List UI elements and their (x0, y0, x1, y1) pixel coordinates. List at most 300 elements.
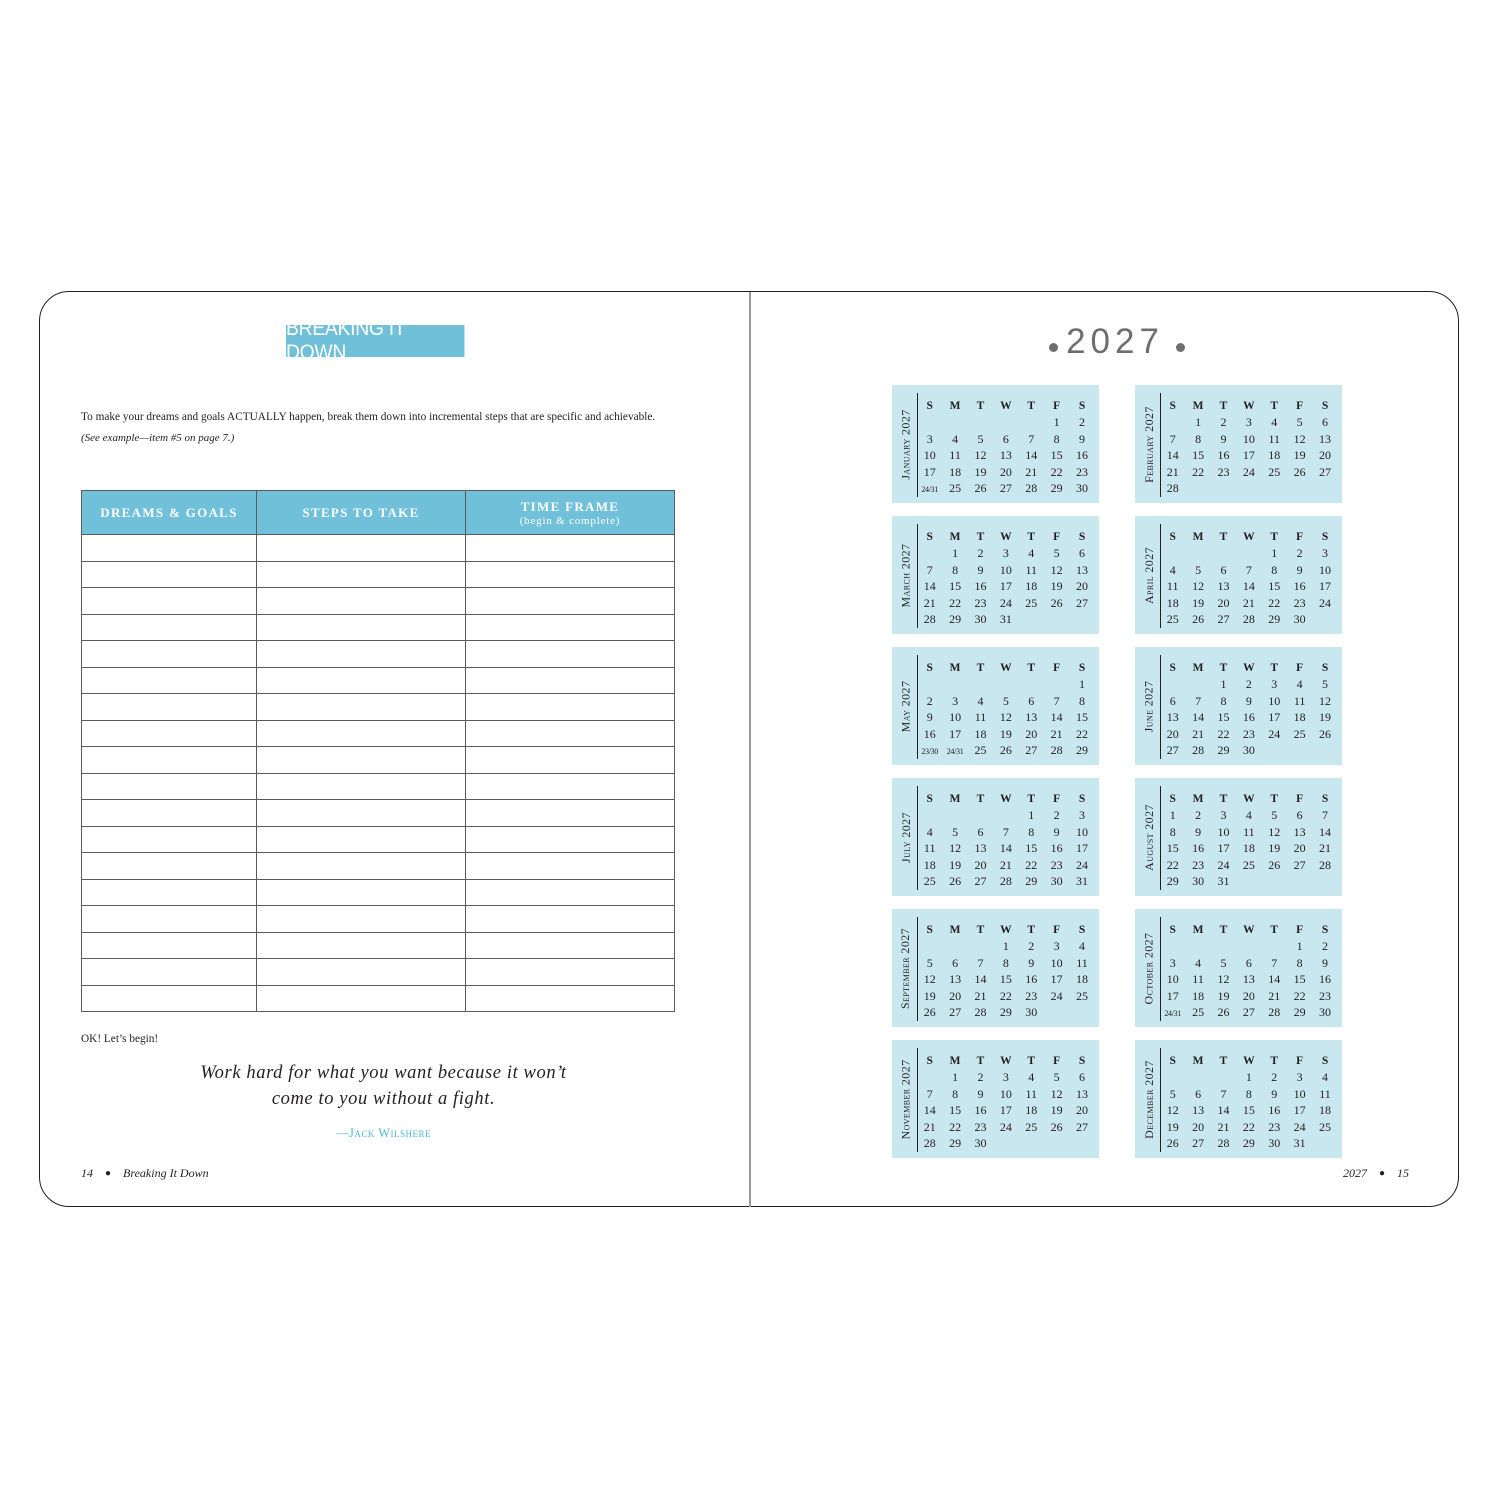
weekday-label: W (1243, 924, 1255, 936)
day-cell: 10 (1217, 824, 1230, 839)
table-cell[interactable] (82, 588, 257, 615)
table-cell[interactable] (257, 561, 466, 588)
day-cell: 16 (1025, 972, 1038, 987)
week-row (917, 676, 1095, 692)
month-name: January (898, 437, 913, 480)
week-row (917, 726, 1095, 742)
left-folio (81, 1166, 209, 1181)
day-cell: 3 (926, 431, 933, 446)
weekday-label: T (1027, 793, 1036, 805)
day-cell: 27 (1076, 1119, 1089, 1134)
weekday-label: S (926, 662, 933, 674)
table-cell[interactable] (257, 985, 466, 1012)
table-row (82, 720, 675, 747)
day-cell: 17 (1293, 1103, 1306, 1118)
day-cell: 4 (1296, 677, 1303, 692)
day-cell (1185, 480, 1210, 496)
day-cell: 8 (1002, 955, 1009, 970)
day-cell: 24 (999, 1119, 1012, 1134)
day-cell: 24 (1319, 595, 1332, 610)
table-cell[interactable] (82, 641, 257, 668)
day-cell: 23 (974, 595, 987, 610)
day-cell: 17 (1217, 841, 1230, 856)
day-cell: 28 (999, 873, 1012, 888)
day-cell: 21 (1025, 464, 1038, 479)
day-cell (1312, 873, 1337, 889)
day-cell: 8 (952, 562, 959, 577)
day-cell (942, 938, 967, 954)
day-cell: 27 (1319, 464, 1332, 479)
weekday-label: M (1192, 1055, 1204, 1067)
table-cell[interactable] (82, 906, 257, 933)
day-cell: 27 (1242, 1004, 1255, 1019)
day-cell: 12 (1192, 579, 1205, 594)
table-cell[interactable] (257, 720, 466, 747)
table-cell[interactable] (257, 826, 466, 853)
week-row (1160, 1119, 1338, 1135)
table-cell[interactable] (257, 588, 466, 615)
day-cell: 7 (1028, 431, 1035, 446)
day-cell (1185, 676, 1210, 692)
day-cell: 15 (1076, 710, 1089, 725)
week-row (917, 1135, 1095, 1151)
table-cell[interactable] (257, 853, 466, 880)
day-cell: 21 (1242, 595, 1255, 610)
week-row (917, 1102, 1095, 1118)
right-folio-title: 2027 (1343, 1166, 1367, 1180)
table-cell[interactable] (257, 694, 466, 721)
weekday-label: M (1192, 400, 1204, 412)
day-cell: 26 (974, 480, 987, 495)
table-cell[interactable] (466, 932, 675, 959)
table-cell[interactable] (257, 906, 466, 933)
day-cell: 26 (1050, 595, 1063, 610)
weekday-label: M (1192, 662, 1204, 674)
day-cell: 3 (1296, 1070, 1303, 1085)
day-cell: 18 (1076, 972, 1089, 987)
table-cell[interactable] (257, 535, 466, 562)
day-cell: 25 (1293, 726, 1306, 741)
day-cell: 29 (999, 1004, 1012, 1019)
table-cell[interactable] (466, 985, 675, 1012)
day-cell: 20 (1242, 988, 1255, 1003)
day-cell: 30 (974, 1135, 987, 1150)
table-cell[interactable] (466, 641, 675, 668)
day-cell: 12 (949, 841, 962, 856)
table-cell[interactable] (466, 773, 675, 800)
day-cell (1160, 676, 1185, 692)
day-cell (993, 807, 1018, 823)
day-grid (1160, 398, 1338, 496)
table-cell[interactable] (466, 959, 675, 986)
day-cell: 21 (1192, 726, 1205, 741)
day-cell: 24 (1242, 464, 1255, 479)
day-cell: 7 (1002, 824, 1009, 839)
month-label (1138, 389, 1160, 499)
day-cell (1069, 1004, 1094, 1020)
table-cell[interactable] (82, 853, 257, 880)
closing-text: OK! Let’s begin! (81, 1033, 159, 1045)
day-cell: 29 (1050, 480, 1063, 495)
day-cell: 30 (1025, 1004, 1038, 1019)
day-cell: 9 (977, 562, 984, 577)
day-cell: 27 (1192, 1135, 1205, 1150)
day-cell: 13 (1242, 972, 1255, 987)
day-cell: 20 (1319, 448, 1332, 463)
day-cell: 14 (1217, 1103, 1230, 1118)
table-cell[interactable] (466, 879, 675, 906)
table-cell[interactable] (466, 800, 675, 827)
table-cell[interactable] (82, 800, 257, 827)
table-row (82, 853, 675, 880)
day-cell: 24 (1217, 857, 1230, 872)
day-cell (1019, 611, 1044, 627)
day-cell: 26 (1319, 726, 1332, 741)
table-cell[interactable] (82, 667, 257, 694)
day-cell: 5 (1169, 1086, 1176, 1101)
day-cell (942, 414, 967, 430)
day-cell: 22 (1217, 726, 1230, 741)
table-cell[interactable] (466, 747, 675, 774)
table-cell[interactable] (257, 959, 466, 986)
day-cell: 8 (1245, 1086, 1252, 1101)
day-cell: 6 (1322, 415, 1329, 430)
day-cell: 22 (1050, 464, 1063, 479)
day-cell (1160, 938, 1185, 954)
day-cell: 17 (923, 464, 936, 479)
day-cell: 19 (1166, 1119, 1179, 1134)
day-cell (1185, 1069, 1210, 1085)
table-cell[interactable] (82, 879, 257, 906)
day-cell: 20 (1192, 1119, 1205, 1134)
day-cell: 1 (952, 1070, 959, 1085)
table-cell[interactable] (82, 747, 257, 774)
table-cell[interactable] (82, 932, 257, 959)
month-label (1138, 520, 1160, 630)
day-cell: 23 (1076, 464, 1089, 479)
day-cell: 16 (1076, 448, 1089, 463)
month-name: February (1141, 434, 1156, 483)
day-cell (968, 414, 993, 430)
day-cell: 2 (977, 546, 984, 561)
day-cell (1160, 1069, 1185, 1085)
day-cell: 14 (1192, 710, 1205, 725)
weekday-label: S (1321, 793, 1329, 805)
day-cell (1312, 742, 1337, 758)
table-cell[interactable] (82, 561, 257, 588)
weekday-header (917, 791, 1095, 807)
day-cell: 15 (1242, 1103, 1255, 1118)
week-row (917, 431, 1095, 447)
day-cell: 18 (949, 464, 962, 479)
day-cell: 9 (1271, 1086, 1278, 1101)
table-cell[interactable] (257, 614, 466, 641)
weekday-label: T (1219, 924, 1228, 936)
month-year: 2027 (1141, 932, 1156, 962)
day-cell: 12 (1319, 693, 1332, 708)
week-row (917, 988, 1095, 1004)
day-cell: 2 (1296, 546, 1303, 561)
table-cell[interactable] (257, 747, 466, 774)
day-cell: 25 (923, 873, 936, 888)
day-cell: 28 (1192, 742, 1205, 757)
weekday-label: M (949, 793, 961, 805)
left-folio-title: Breaking It Down (123, 1166, 209, 1180)
day-cell: 14 (974, 972, 987, 987)
week-row (917, 1119, 1095, 1135)
table-cell[interactable] (466, 853, 675, 880)
day-cell: 20 (1076, 579, 1089, 594)
day-cell (917, 480, 942, 496)
day-cell: 13 (1076, 1086, 1089, 1101)
day-cell: 13 (1192, 1103, 1205, 1118)
week-row (1160, 840, 1338, 856)
table-cell[interactable] (82, 826, 257, 853)
table-cell[interactable] (82, 614, 257, 641)
split-day: 24/31 (921, 484, 939, 494)
day-cell: 11 (923, 841, 936, 856)
weekday-label: W (1243, 400, 1255, 412)
table-cell[interactable] (466, 826, 675, 853)
day-cell: 5 (1195, 562, 1202, 577)
weekday-label: F (1053, 400, 1061, 412)
day-cell (1287, 873, 1312, 889)
month-name: August (1141, 832, 1156, 871)
day-cell: 22 (1293, 988, 1306, 1003)
day-cell: 10 (1050, 955, 1063, 970)
day-grid (1160, 791, 1338, 889)
week-row (1160, 1135, 1338, 1151)
day-cell: 25 (1166, 611, 1179, 626)
weekday-label: W (1243, 1055, 1255, 1067)
table-row (82, 641, 675, 668)
table-cell[interactable] (257, 932, 466, 959)
table-cell[interactable] (466, 614, 675, 641)
day-cell: 10 (923, 448, 936, 463)
weekday-label: W (1243, 531, 1255, 543)
day-cell: 12 (1050, 562, 1063, 577)
day-cell: 6 (1245, 955, 1252, 970)
day-cell: 5 (1002, 693, 1009, 708)
day-cell: 19 (1050, 1103, 1063, 1118)
goals-table-body (82, 535, 675, 1012)
day-cell: 13 (999, 448, 1012, 463)
week-row (917, 595, 1095, 611)
day-cell: 6 (1169, 693, 1176, 708)
day-cell: 19 (1050, 579, 1063, 594)
weekday-label: T (1270, 531, 1279, 543)
day-cell: 17 (1268, 710, 1281, 725)
week-row (1160, 578, 1338, 594)
weekday-header (917, 660, 1095, 676)
day-cell: 11 (1268, 431, 1281, 446)
weekday-label: T (1027, 400, 1036, 412)
day-grid (917, 398, 1095, 496)
day-cell: 17 (1076, 841, 1089, 856)
day-cell (968, 807, 993, 823)
table-cell[interactable] (257, 879, 466, 906)
table-cell[interactable] (82, 694, 257, 721)
table-cell[interactable] (257, 667, 466, 694)
table-cell[interactable] (466, 535, 675, 562)
table-cell[interactable] (466, 588, 675, 615)
table-cell[interactable] (466, 720, 675, 747)
weekday-label: M (949, 1055, 961, 1067)
column-header-dreams-goals: DREAMS & GOALS (82, 491, 257, 535)
day-cell (993, 676, 1018, 692)
month-label (895, 913, 917, 1023)
weekday-label: M (949, 400, 961, 412)
weekday-header (1160, 791, 1338, 807)
day-cell: 20 (949, 988, 962, 1003)
weekday-label: T (1027, 531, 1036, 543)
day-cell: 24 (999, 595, 1012, 610)
day-cell: 11 (1293, 693, 1306, 708)
weekday-label: F (1296, 400, 1304, 412)
weekday-label: S (1169, 1055, 1176, 1067)
day-cell: 26 (1268, 857, 1281, 872)
quote-line-2: come to you without a fight. (271, 1089, 496, 1109)
day-cell: 18 (1025, 1103, 1038, 1118)
week-row (1160, 955, 1338, 971)
weekday-label: W (1000, 793, 1012, 805)
day-cell: 7 (977, 955, 984, 970)
day-cell: 5 (1220, 955, 1227, 970)
day-cell: 28 (1319, 857, 1332, 872)
day-cell: 9 (1195, 824, 1202, 839)
day-cell: 13 (1076, 562, 1089, 577)
month-name: March (898, 572, 913, 607)
folio-bullet: ● (1379, 1168, 1386, 1179)
day-cell (942, 807, 967, 823)
day-cell: 28 (923, 611, 936, 626)
table-cell[interactable] (466, 667, 675, 694)
day-cell: 15 (1293, 972, 1306, 987)
day-cell: 10 (1293, 1086, 1306, 1101)
day-cell: 3 (1053, 939, 1060, 954)
day-cell: 22 (1192, 464, 1205, 479)
time-frame-sublabel: (begin & complete) (519, 514, 621, 527)
day-cell: 20 (1217, 595, 1230, 610)
week-row (1160, 1102, 1338, 1118)
weekday-label: S (1169, 924, 1176, 936)
table-cell[interactable] (82, 773, 257, 800)
day-cell: 4 (1245, 808, 1252, 823)
weekday-label: T (1219, 531, 1228, 543)
day-cell: 22 (1166, 857, 1179, 872)
month-year: 2027 (1141, 546, 1156, 576)
day-cell: 1 (1296, 939, 1303, 954)
day-cell: 21 (923, 595, 936, 610)
day-cell: 30 (1293, 611, 1306, 626)
day-cell: 13 (1217, 579, 1230, 594)
week-row (917, 611, 1095, 627)
day-cell (1211, 938, 1236, 954)
day-cell (917, 1069, 942, 1085)
day-cell: 5 (952, 824, 959, 839)
week-row (1160, 1004, 1338, 1020)
weekday-label: S (1169, 400, 1176, 412)
month-name: November (898, 1088, 913, 1139)
day-cell: 20 (1025, 726, 1038, 741)
table-cell[interactable] (82, 535, 257, 562)
week-row (917, 447, 1095, 463)
day-cell: 12 (1293, 431, 1306, 446)
day-cell: 24 (1076, 857, 1089, 872)
day-cell (1211, 480, 1236, 496)
table-cell[interactable] (82, 720, 257, 747)
week-row (1160, 693, 1338, 709)
weekday-label: T (976, 662, 985, 674)
day-cell: 3 (1322, 546, 1329, 561)
weekday-label: F (1053, 662, 1061, 674)
table-row (82, 932, 675, 959)
day-cell (1312, 480, 1337, 496)
day-cell: 5 (1271, 808, 1278, 823)
day-cell (1211, 545, 1236, 561)
weekday-label: S (1321, 1055, 1329, 1067)
day-cell: 23 (974, 1119, 987, 1134)
day-cell: 5 (1296, 415, 1303, 430)
week-row (1160, 676, 1338, 692)
day-cell: 25 (974, 742, 987, 757)
table-cell[interactable] (82, 959, 257, 986)
month-year: 2027 (898, 543, 913, 573)
month-calendar-march (892, 516, 1099, 634)
day-grid (1160, 1053, 1338, 1151)
table-cell[interactable] (466, 906, 675, 933)
day-cell: 21 (1268, 988, 1281, 1003)
weekday-label: T (1270, 662, 1279, 674)
day-cell: 6 (1002, 431, 1009, 446)
table-cell[interactable] (257, 800, 466, 827)
day-cell: 17 (999, 579, 1012, 594)
day-cell: 18 (1192, 988, 1205, 1003)
day-cell: 10 (1242, 431, 1255, 446)
weekday-label: W (1000, 924, 1012, 936)
day-cell: 22 (1268, 595, 1281, 610)
weekday-label: S (926, 924, 933, 936)
table-cell[interactable] (257, 773, 466, 800)
day-cell: 26 (1293, 464, 1306, 479)
month-calendar-july (892, 778, 1099, 896)
day-cell (1160, 414, 1185, 430)
day-cell: 29 (1076, 742, 1089, 757)
table-cell[interactable] (82, 985, 257, 1012)
day-cell: 11 (1192, 972, 1204, 987)
day-cell: 30 (1319, 1004, 1332, 1019)
day-cell: 16 (1319, 972, 1332, 987)
week-row (1160, 480, 1338, 496)
weekday-label: T (976, 400, 985, 412)
day-cell: 26 (1166, 1135, 1179, 1150)
day-cell: 10 (1166, 972, 1179, 987)
day-cell: 21 (923, 1119, 936, 1134)
table-cell[interactable] (257, 641, 466, 668)
table-cell[interactable] (466, 694, 675, 721)
day-cell: 14 (1050, 710, 1063, 725)
week-row (917, 464, 1095, 480)
day-cell: 14 (1319, 824, 1332, 839)
day-cell (1262, 480, 1287, 496)
day-cell: 21 (1050, 726, 1063, 741)
table-cell[interactable] (466, 561, 675, 588)
day-cell: 8 (1271, 562, 1278, 577)
month-year: 2027 (898, 811, 913, 841)
day-cell: 21 (974, 988, 987, 1003)
day-cell: 14 (999, 841, 1012, 856)
week-row (1160, 545, 1338, 561)
